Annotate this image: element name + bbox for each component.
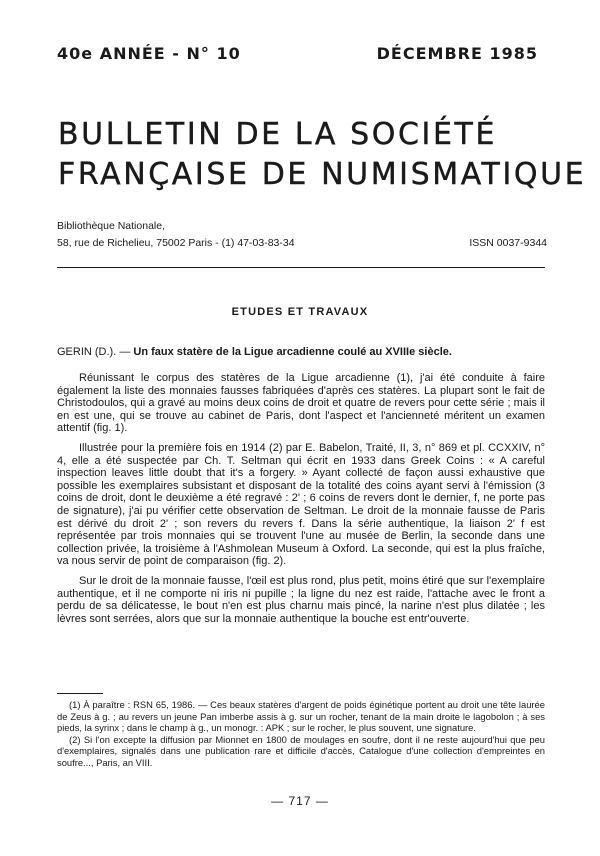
issue-year-number: 40e ANNÉE - N° 10 [57,44,241,63]
section-heading: ETUDES ET TRAVAUX [231,306,369,318]
body-paragraph: Réunissant le corpus des statères de la Ligue arcadienne (1), j'ai été conduite à faire également la liste des monnaies fausses fabriquées d'après ces statères. La plupart sont le fait de Christodoulos, qui a gravé au moins deux coins de droit et quatre de revers pour cette série ; mais il en est une, qui se trouve au cabinet de Paris, dont l'aspect et l'ancienneté méritent un examen attentif (fig. 1). [57,372,545,435]
body-paragraph: Sur le droit de la monnaie fausse, l'œil est plus rond, plus petit, moins étiré que sur l'exemplaire authentique, et il ne comporte ni iris ni pupille ; la ligne du nez est raide, l'attache avec le front a perdu de sa délicatesse, le bout n'en est plus charnu mais pincé, la narine n'est plus dilatée ; les lèvres sont serrées, alors que sur la monnaie authentique la bouche est entr'ouverte. [57,574,545,625]
footnotes [57,699,545,768]
issue-line [57,44,538,63]
address-line-2: 58, rue de Richelieu, 75002 Paris - (1) 47-03-83-34 [57,237,295,249]
issue-date: DÉCEMBRE 1985 [376,44,538,63]
footnote: (1) À paraître : RSN 65, 1986. — Ces beaux statères d'argent de poids éginétique portent au droit une tête laurée de Zeus à g. ; au revers un jeune Pan imberbe assis à g. sur un rocher, tenant de la main droite le lagobolon ; à ses pieds, la syrinx ; dans le champ à g., un monogr. : APK ; sur le rocher, le plus souvent, une signature. [57,699,545,733]
title-line-1: BULLETIN DE LA SOCIÉTÉ [58,117,498,152]
article-heading [57,346,544,358]
body-paragraph: Illustrée pour la première fois en 1914 (2) par E. Babelon, Traité, II, 3, n° 869 et pl. CCXXIV, n° 4, elle a été suspectée par Ch. T. Seltman qui écrit en 1933 dans Greek Coins : « A careful inspection leaves little doubt that it's a forgery. » Ayant collecté de façon aussi exhaustive que possible les exemplaires subsistant et disposant de la totalité des coins ayant servi à l'émission (3 coins de droit, dont le deuxième a été regravé : 2' ; 6 coins de revers dont le dernier, f, ne porte pas de signature), j'ai pu vérifier cette observation de Seltman. Le droit de la monnaie fausse de Paris est dérivé du droit 2' ; son revers du revers f. Dans la série authentique, la liaison 2' f est représentée par trois monnaies qui se trouvent l'une au musée de Berlin, la seconde dans une collection privée, la troisième à l'Ashmolean Museum à Oxford. La seconde, qui est la plus fraîche, va nous servir de point de comparaison (fig. 2). [57,441,545,568]
header-divider [57,267,545,268]
address-block [57,218,547,252]
article-body [57,372,545,632]
footnote: (2) Si l'on excepte la diffusion par Mionnet en 1800 de moulages en soufre, dont il ne reste aujourd'hui que peu d'exemplaires, signalés dans une publication rare et difficile d'accès, Catalogue d'une collection d'empreintes en soufre..., Paris, an VIII. [57,733,545,768]
bulletin-title [58,115,587,195]
footnote-divider [57,693,103,694]
issn: ISSN 0037-9344 [469,237,547,249]
title-line-2: FRANÇAISE DE NUMISMATIQUE [58,157,587,192]
article-author: GERIN (D.). — [57,346,131,358]
article-title: Un faux statère de la Ligue arcadienne coulé au XVIIIe siècle. [133,346,452,358]
address-line-1: Bibliothèque Nationale, [57,220,165,232]
page-number: — 717 — [271,794,329,808]
